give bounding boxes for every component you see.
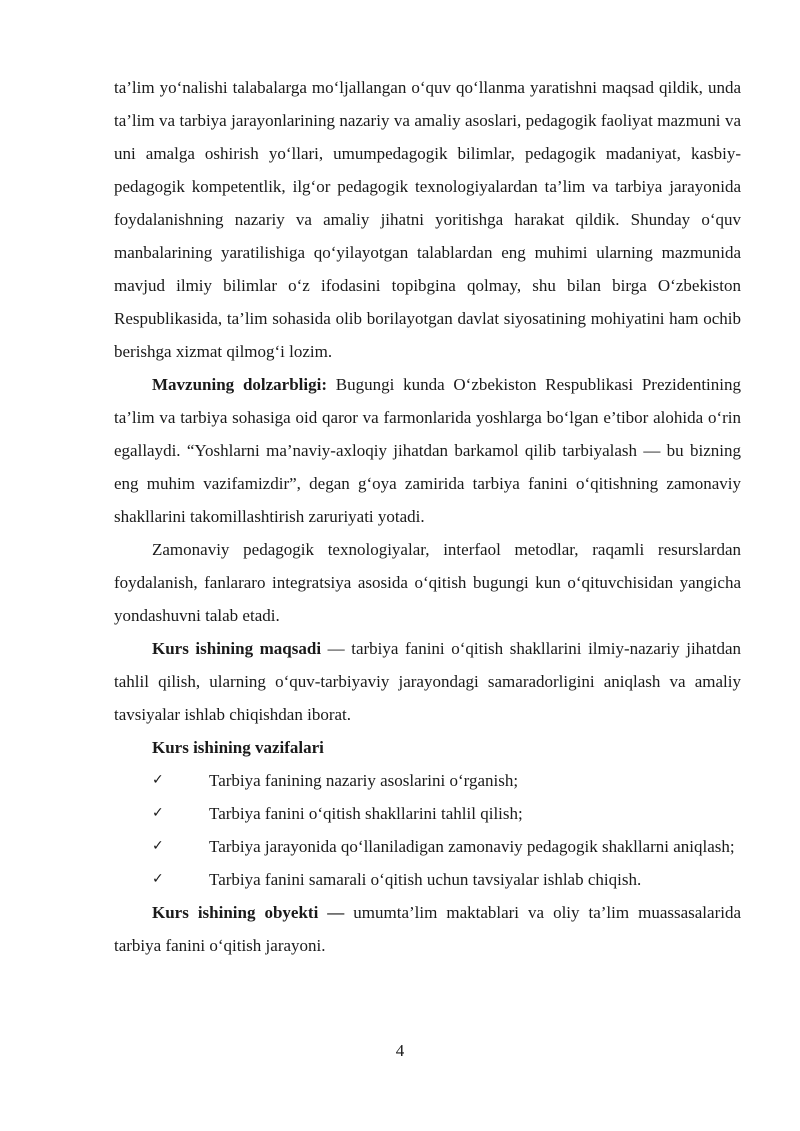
- task-item: [114, 764, 741, 797]
- relevance-text: Bugungi kunda O‘zbekiston Respublikasi Prezidentining ta’lim va tarbiya sohasiga oid qaror va farmonlarida yoshlarga bo‘lgan e’tibor alohida o‘rin egallaydi. “Yoshlarni ma’naviy-axloqiy jihatdan barkamol qilib tarbiyalash — bu bizning eng muhim vazifamizdir”, degan g‘oya zamirida tarbiya fanini o‘qitishning zamonaviy shakllarini takomillashtirish zaruriyati yotadi.: [114, 375, 741, 526]
- goal-paragraph: [114, 632, 741, 731]
- task-item: [114, 797, 741, 830]
- checkmark-icon: ✓: [152, 772, 164, 788]
- page-content: [114, 71, 741, 962]
- checkmark-icon: ✓: [152, 805, 164, 821]
- task-text: Tarbiya fanini samarali o‘qitish uchun tavsiyalar ishlab chiqish.: [209, 870, 642, 889]
- tasks-heading: Kurs ishining vazifalari: [152, 738, 324, 757]
- relevance-paragraph: [114, 368, 741, 533]
- modern-approach-paragraph: Zamonaviy pedagogik texnologiyalar, interfaol metodlar, raqamli resurslardan foydalanish, fanlararo integratsiya asosida o‘qitish bugungi kun o‘qituvchisidan yangicha yondashuvni talab etadi.: [114, 540, 741, 625]
- task-text: Tarbiya fanini o‘qitish shakllarini tahlil qilish;: [209, 804, 523, 823]
- task-item: [114, 830, 741, 863]
- page-number: 4: [395, 1041, 405, 1060]
- relevance-label: Mavzuning dolzarbligi:: [152, 375, 327, 394]
- goal-text: — tarbiya fanini o‘qitish shakllarini ilmiy-nazariy jihatdan tahlil qilish, ularning o‘quv-tarbiyaviy jarayondagi samaradorligini aniqlash va amaliy tavsiyalar ishlab chiqishdan iborat.: [114, 639, 741, 724]
- task-text: Tarbiya fanining nazariy asoslarini o‘rganish;: [209, 771, 519, 790]
- object-text: umumta’lim maktablari va oliy ta’lim muassasalarida tarbiya fanini o‘qitish jarayoni.: [114, 903, 742, 955]
- object-paragraph: [114, 896, 741, 962]
- intro-paragraph: ta’lim yo‘nalishi talabalarga mo‘ljallangan o‘quv qo‘llanma yaratishni maqsad qildik, unda ta’lim va tarbiya jarayonlarining nazariy va amaliy asoslari, pedagogik faoliyat mazmuni va uni amalga oshirish yo‘llari, umumpedagogik bilimlar, pedagogik madaniyat, kasbiy-pedagogik kompetentlik, ilg‘or pedagogik texnologiyalardan ta’lim va tarbiya jarayonida foydalanishning nazariy va amaliy jihatni yoritishga harakat qildik. Shunday o‘quv manbalarining yaratilishiga qo‘yilayotgan talablardan eng muhimi ularning mazmunida mavjud ilmiy bilimlar o‘z ifodasini topibgina qolmay, shu bilan birga O‘zbekiston Respublikasida, ta’lim sohasida olib borilayotgan davlat siyosatining mohiyatini ham ochib berishga xizmat qilmog‘i lozim.: [114, 78, 741, 361]
- checkmark-icon: ✓: [152, 838, 164, 854]
- task-text: Tarbiya jarayonida qo‘llaniladigan zamonaviy pedagogik shakllarni aniqlash;: [209, 837, 735, 856]
- goal-label: Kurs ishining maqsadi: [152, 639, 322, 658]
- object-label: Kurs ishining obyekti —: [152, 903, 345, 922]
- checkmark-icon: ✓: [152, 871, 164, 887]
- task-item: [114, 863, 741, 896]
